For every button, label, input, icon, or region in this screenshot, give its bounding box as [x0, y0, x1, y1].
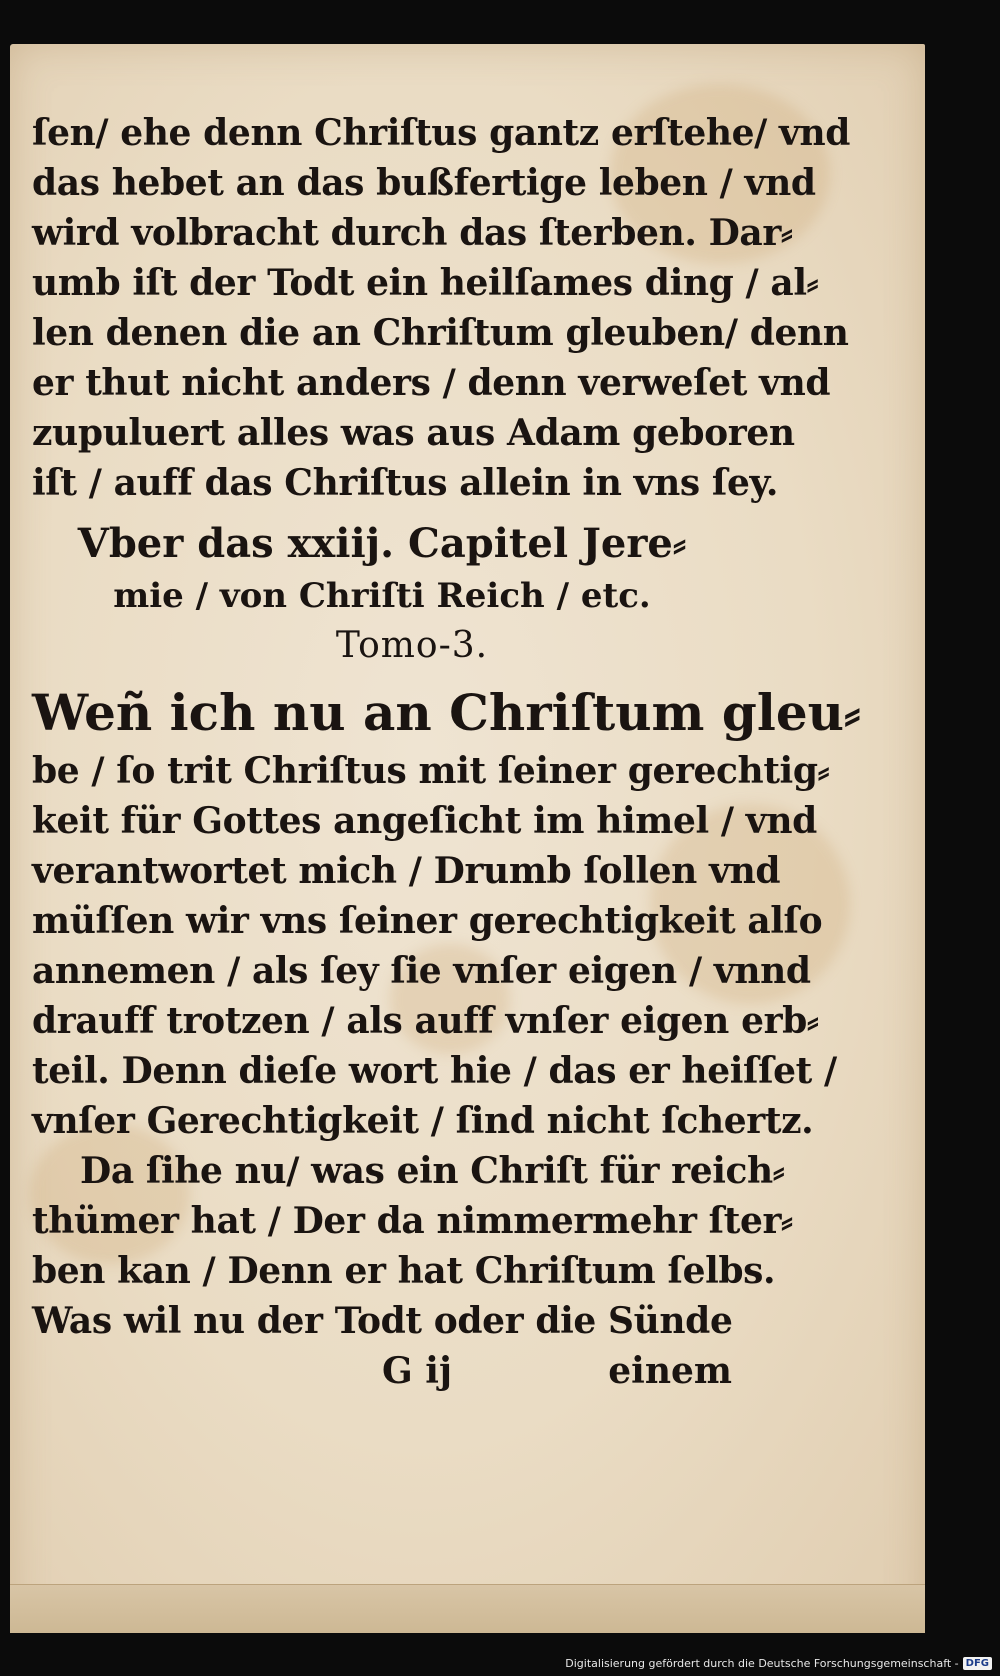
text-line: er thut nicht anders / denn verweſet vnd: [32, 362, 831, 404]
text-line: wird volbracht durch das ſterben. Dar⸗: [32, 212, 793, 254]
text-line: müſſen wir vns ſeiner gerechtigkeit alſo: [32, 900, 823, 942]
page-footer-line: [32, 1346, 732, 1396]
section-heading: Vber das xxiij. Capitel Jere⸗: [77, 520, 687, 567]
text-line: das hebet an das bußfertige leben / vnd: [32, 162, 816, 204]
text-line: ben kan / Denn er hat Chriſtum ſelbs.: [32, 1250, 776, 1292]
text-line: verantwortet mich / Drumb ſollen vnd: [32, 850, 781, 892]
catchword: einem: [608, 1350, 732, 1392]
text-line: keit für Gottes angeſicht im himel / vnd: [32, 800, 817, 842]
text-line: be / ſo trit Chriſtus mit ſeiner gerechtig⸗: [32, 750, 830, 792]
digitization-credit: [565, 1654, 992, 1672]
text-line: thümer hat / Der da nimmermehr ſter⸗: [32, 1200, 793, 1242]
paragraph-start: Da ſihe nu/ was ein Chriſt für reich⸗: [80, 1150, 785, 1192]
book-page: [10, 44, 925, 1632]
text-line: ſen/ ehe denn Chriſtus gantz erſtehe/ vnd: [32, 112, 851, 154]
text-line: teil. Denn dieſe wort hie / das er heiſſet /: [32, 1050, 837, 1092]
credit-text: Digitalisierung gefördert durch die Deutsche Forschungsgemeinschaft -: [565, 1656, 959, 1670]
page-text: [32, 108, 861, 1396]
section-heading-continued: mie / von Chriſti Reich / etc.: [113, 576, 651, 616]
text-line: iſt / auff das Chriſtus allein in vns ſey.: [32, 462, 779, 504]
signature-mark: G ij: [382, 1350, 452, 1392]
text-line: annemen / als ſey ſie vnſer eigen / vnnd: [32, 950, 811, 992]
text-line: Was wil nu der Todt oder die Sünde: [32, 1300, 733, 1342]
dfg-logo: DFG: [963, 1657, 992, 1670]
opening-line: Weñ ich nu an Chriſtum gleu⸗: [32, 683, 861, 742]
text-line: umb iſt der Todt ein heilſames ding / al⸗: [32, 262, 819, 304]
page-bottom-edge: [10, 1584, 925, 1633]
text-line: zupuluert alles was aus Adam geboren: [32, 412, 795, 454]
text-line: vnſer Gerechtigkeit / ſind nicht ſchertz.: [32, 1100, 814, 1142]
volume-reference: Tomo-3.: [335, 625, 489, 666]
text-line: drauff trotzen / als auff vnſer eigen erb⸗: [32, 1000, 819, 1042]
text-line: len denen die an Chriſtum gleuben/ denn: [32, 312, 849, 354]
